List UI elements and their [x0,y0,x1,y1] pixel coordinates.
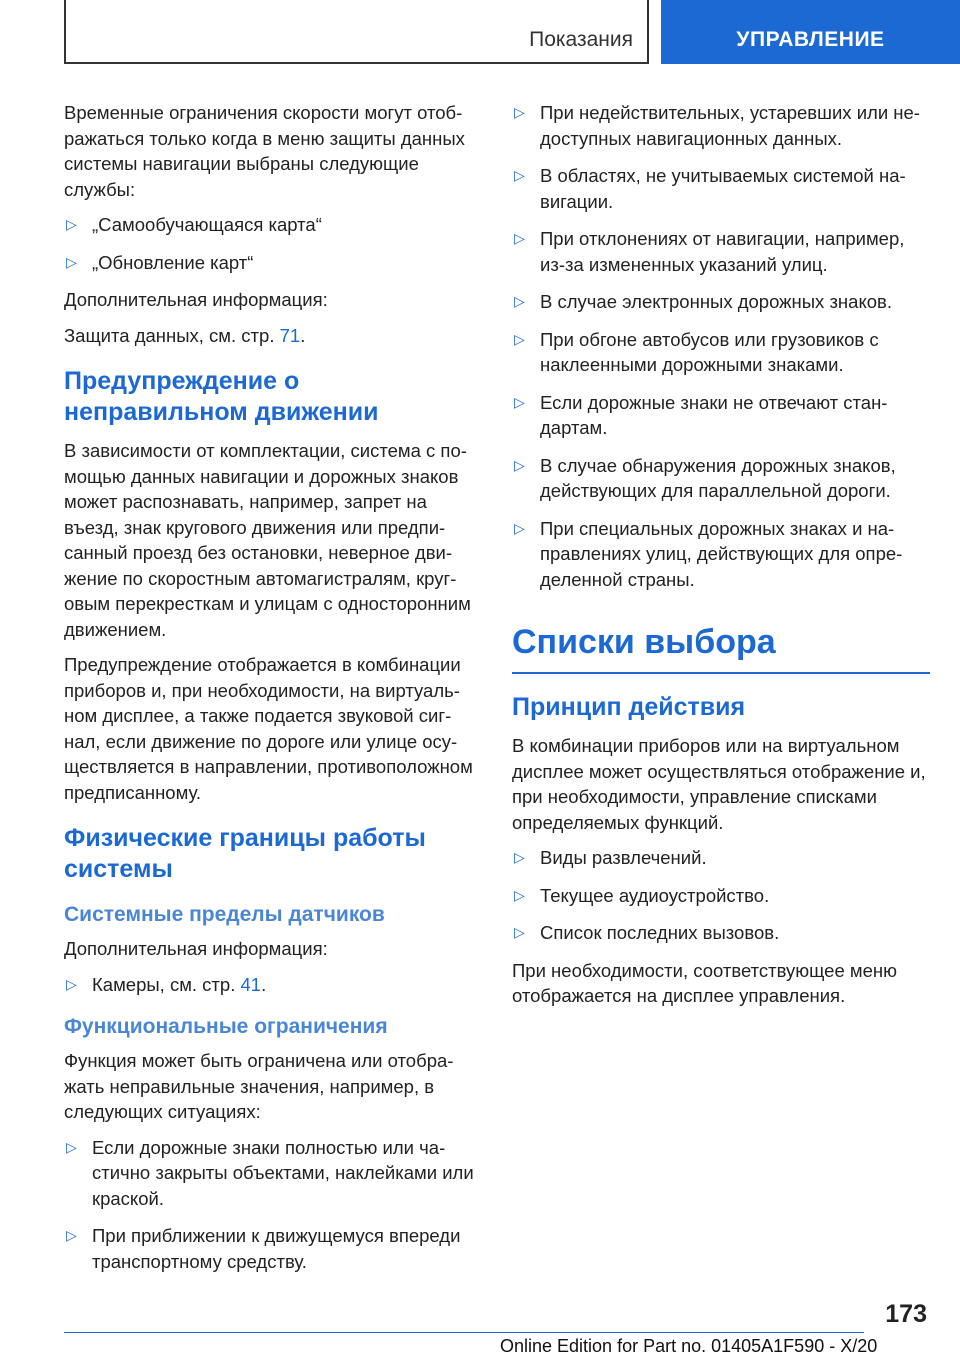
list-item: ▷ При специальных дорожных знаках и на-правлениях улиц, действующих для опре-деленной страны. [514,517,903,590]
list-item: ▷ При отклонениях от навигации, например, из-за измененных указаний улиц. [514,228,905,275]
triangle-bullet-icon: ▷ [514,924,525,940]
footer-divider [64,1332,864,1333]
triangle-bullet-icon: ▷ [514,393,525,410]
sensor-limits-heading: Системные пределы датчиков [64,903,385,926]
list-item: ▷ При приближении к движущемуся впереди транспортному средству. [66,1225,461,1272]
list-item: ▷ Виды развлечений. [512,845,930,871]
triangle-bullet-icon: ▷ [514,167,525,183]
principle-paragraph: В комбинации приборов или на виртуальном дисплее может осуществляться отображение и, при необходимости, управление списками определяемых функций. [512,735,926,833]
triangle-bullet-icon: ▷ [66,253,77,270]
sensor-list [64,972,476,998]
triangle-bullet-icon: ▷ [66,975,77,992]
list-item: ▷ В случае обнаружения дорожных знаков, действующих для параллельной дороги. [514,454,896,501]
triangle-bullet-icon: ▷ [66,216,77,232]
list-item: ▷ „Обновление карт“ [64,250,476,276]
list-item: ▷ В областях, не учитываемых системой на-вигации. [514,165,906,212]
intro-paragraph: Временные ограничения скорости могут отоб-ражаться только когда в меню защиты данных системы навигации выбраны следующие службы: [64,102,465,200]
triangle-bullet-icon: ▷ [514,104,525,120]
list-item: ▷ В случае электронных дорожных знаков. [512,289,930,315]
cameras-page-link[interactable]: 41 [240,973,262,995]
left-column [64,100,476,1286]
functional-intro: Функция может быть ограничена или отобра-жать неправильные значения, например, в следующих ситуациях: [64,1050,454,1122]
triangle-bullet-icon: ▷ [66,1138,77,1155]
functional-limits-heading: Функциональные ограничения [64,1015,388,1038]
triangle-bullet-icon: ▷ [514,293,525,309]
selection-lists-heading: Списки выбора [512,622,930,674]
page-number: 173 [885,1300,927,1328]
edition-note: Online Edition for Part no. 01405A1F590 - X/20 [500,1336,878,1356]
list-item: ▷ При обгоне автобусов или грузовиков с наклеенными дорожными знаками. [514,328,879,375]
list-item: ▷ Камеры, см. стр. 41. [64,972,476,998]
section-title: Показания [529,28,633,51]
wrong-way-paragraph-2: Предупреждение отображается в комбинации приборов и, при необходимости, на виртуаль-ном дисплее, а также подается звуковой сиг-нал, если движение по дороге или улице осу-ществляется в направлении, противоположном предписанному. [64,654,473,803]
right-column [512,100,930,1019]
triangle-bullet-icon: ▷ [514,330,525,347]
triangle-bullet-icon: ▷ [514,849,525,865]
list-item: ▷ „Самообучающаяся карта“ [64,212,476,238]
section-tab [64,0,649,64]
list-item: ▷ Если дорожные знаки не отвечают стан-дартам. [514,391,888,438]
page-header [0,0,960,66]
functional-list [64,1135,476,1275]
wrong-way-heading: Предупреждение о неправильном движении [64,367,379,426]
principle-list [512,845,930,946]
services-list [64,212,476,275]
triangle-bullet-icon: ▷ [66,1227,77,1243]
triangle-bullet-icon: ▷ [514,886,525,903]
info-label: Дополнительная информация: [64,289,328,310]
menu-paragraph: При необходимости, соответствующее меню отображается на дисплее управления. [512,959,897,1006]
privacy-page-link[interactable]: 71 [279,324,301,346]
privacy-reference: Защита данных, см. стр. 71. [64,324,306,346]
sensor-info-label: Дополнительная информация: [64,938,328,959]
list-item: ▷ При недействительных, устаревших или не-доступных навигационных данных. [514,102,920,149]
principle-heading: Принцип действия [512,693,746,721]
triangle-bullet-icon: ▷ [514,519,525,536]
list-item: ▷ Текущее аудиоустройство. [512,883,930,909]
situations-list [512,100,930,592]
triangle-bullet-icon: ▷ [514,230,525,246]
limits-heading: Физические границы работы системы [64,824,426,883]
list-item: ▷ Список последних вызовов. [512,920,930,946]
chapter-tab: УПРАВЛЕНИЕ [661,0,960,64]
triangle-bullet-icon: ▷ [514,456,525,473]
list-item: ▷ Если дорожные знаки полностью или ча-стично закрыты объектами, наклейками или краской. [66,1136,474,1209]
wrong-way-paragraph-1: В зависимости от комплектации, система с по-мощью данных навигации и дорожных знаков может распознавать, например, запрет на въезд, знак кругового движения или предпи-санный проезд без остановки, неверное дви-жение по скоростным автомагистралям, круг-овым перекресткам и улицам с односторонним движением. [64,440,471,640]
